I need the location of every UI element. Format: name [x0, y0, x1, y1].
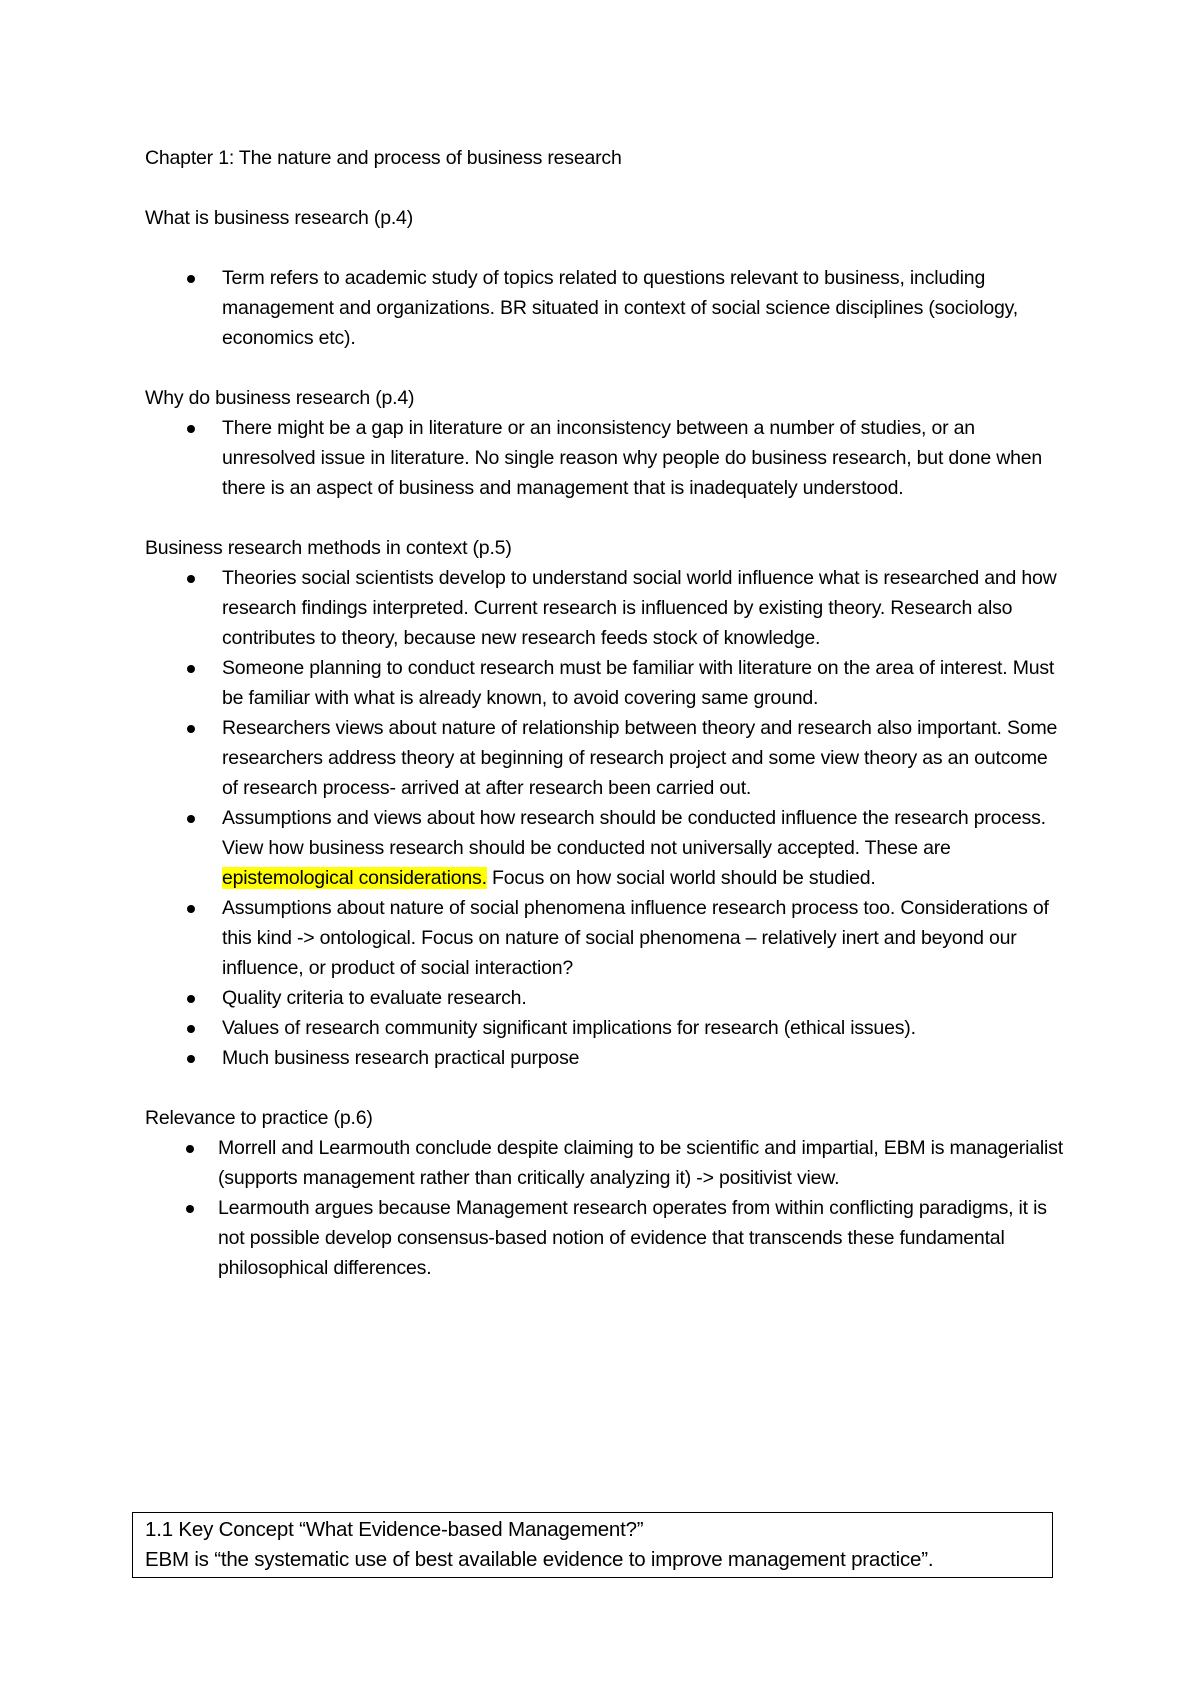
list-item [145, 803, 1065, 893]
key-concept-text: EBM is “the systematic use of best available evidence to improve management practice”. [145, 1548, 934, 1571]
bullet-icon [186, 1145, 194, 1153]
bullet-icon [187, 665, 195, 673]
list-item [145, 1013, 1065, 1043]
spacer [145, 1073, 1065, 1103]
list-item [145, 263, 1065, 353]
list-item [145, 413, 1065, 503]
list-item [145, 893, 1065, 983]
document-body [145, 143, 1065, 1283]
list-item-text: Morrell and Learmouth conclude despite claiming to be scientific and impartial, EBM is managerialist (supports management rather than critically analyzing it) -> positivist view. [218, 1137, 1063, 1189]
spacer [145, 503, 1065, 533]
spacer [145, 173, 1065, 203]
bullet-icon [187, 425, 195, 433]
list-item-text: Assumptions about nature of social phenomena influence research process too. Considerations of this kind -> ontological. Focus on nature of social phenomena – relatively inert and beyond our influence, or product of social interaction? [222, 897, 1049, 979]
bullet-icon [187, 815, 195, 823]
list-item-text-before: Assumptions and views about how research should be conducted influence the research process. View how business research should be conducted not universally accepted. These are [222, 807, 1046, 859]
bullet-list [145, 1133, 1065, 1283]
bullet-icon [186, 1205, 194, 1213]
list-item [145, 1193, 1065, 1283]
section-heading-relevance-to-practice: Relevance to practice (p.6) [145, 1107, 373, 1129]
bullet-icon [187, 995, 195, 1003]
list-item-text: Quality criteria to evaluate research. [222, 987, 527, 1009]
bullet-icon [187, 575, 195, 583]
section-heading-methods-in-context: Business research methods in context (p.5) [145, 537, 512, 559]
list-item-text: There might be a gap in literature or an inconsistency between a number of studies, or an unresolved issue in literature. No single reason why people do business research, but done when there is an aspect of business and management that is inadequately understood. [222, 417, 1043, 499]
bullet-icon [187, 905, 195, 913]
list-item [145, 713, 1065, 803]
bullet-list [145, 413, 1065, 503]
list-item-text: Learmouth argues because Management research operates from within conflicting paradigms, it is not possible develop consensus-based notion of evidence that transcends these fundamental philosophical differences. [218, 1197, 1047, 1279]
key-concept-box [132, 1512, 1053, 1578]
bullet-icon [187, 275, 195, 283]
spacer [145, 353, 1065, 383]
bullet-icon [187, 1025, 195, 1033]
list-item [145, 563, 1065, 653]
spacer [145, 233, 1065, 263]
highlighted-text: epistemological considerations. [222, 867, 487, 889]
list-item-text: Much business research practical purpose [222, 1047, 580, 1069]
list-item [145, 1043, 1065, 1073]
list-item [145, 653, 1065, 713]
chapter-title: Chapter 1: The nature and process of business research [145, 147, 622, 169]
list-item-text: Values of research community significant implications for research (ethical issues). [222, 1017, 916, 1039]
list-item [145, 1133, 1065, 1193]
bullet-list [145, 563, 1065, 1073]
bullet-icon [187, 1055, 195, 1063]
list-item-text-after: Focus on how social world should be studied. [486, 867, 876, 889]
list-item-text: Someone planning to conduct research must be familiar with literature on the area of interest. Must be familiar with what is already known, to avoid covering same ground. [222, 657, 1055, 709]
section-heading-what-is-business-research: What is business research (p.4) [145, 207, 413, 229]
section-heading-why-do-business-research: Why do business research (p.4) [145, 387, 415, 409]
bullet-icon [187, 725, 195, 733]
bullet-list [145, 263, 1065, 353]
list-item-text: Term refers to academic study of topics related to questions relevant to business, including management and organizations. BR situated in context of social science disciplines (sociology, economics etc). [222, 267, 1018, 349]
list-item [145, 983, 1065, 1013]
list-item-text: Theories social scientists develop to understand social world influence what is researched and how research findings interpreted. Current research is influenced by existing theory. Research also contributes to theory, because new research feeds stock of knowledge. [222, 567, 1057, 649]
list-item-text: Researchers views about nature of relationship between theory and research also important. Some researchers address theory at beginning of research project and some view theory as an outcome of research process- arrived at after research been carried out. [222, 717, 1058, 799]
key-concept-title: 1.1 Key Concept “What Evidence-based Management?” [145, 1518, 644, 1541]
